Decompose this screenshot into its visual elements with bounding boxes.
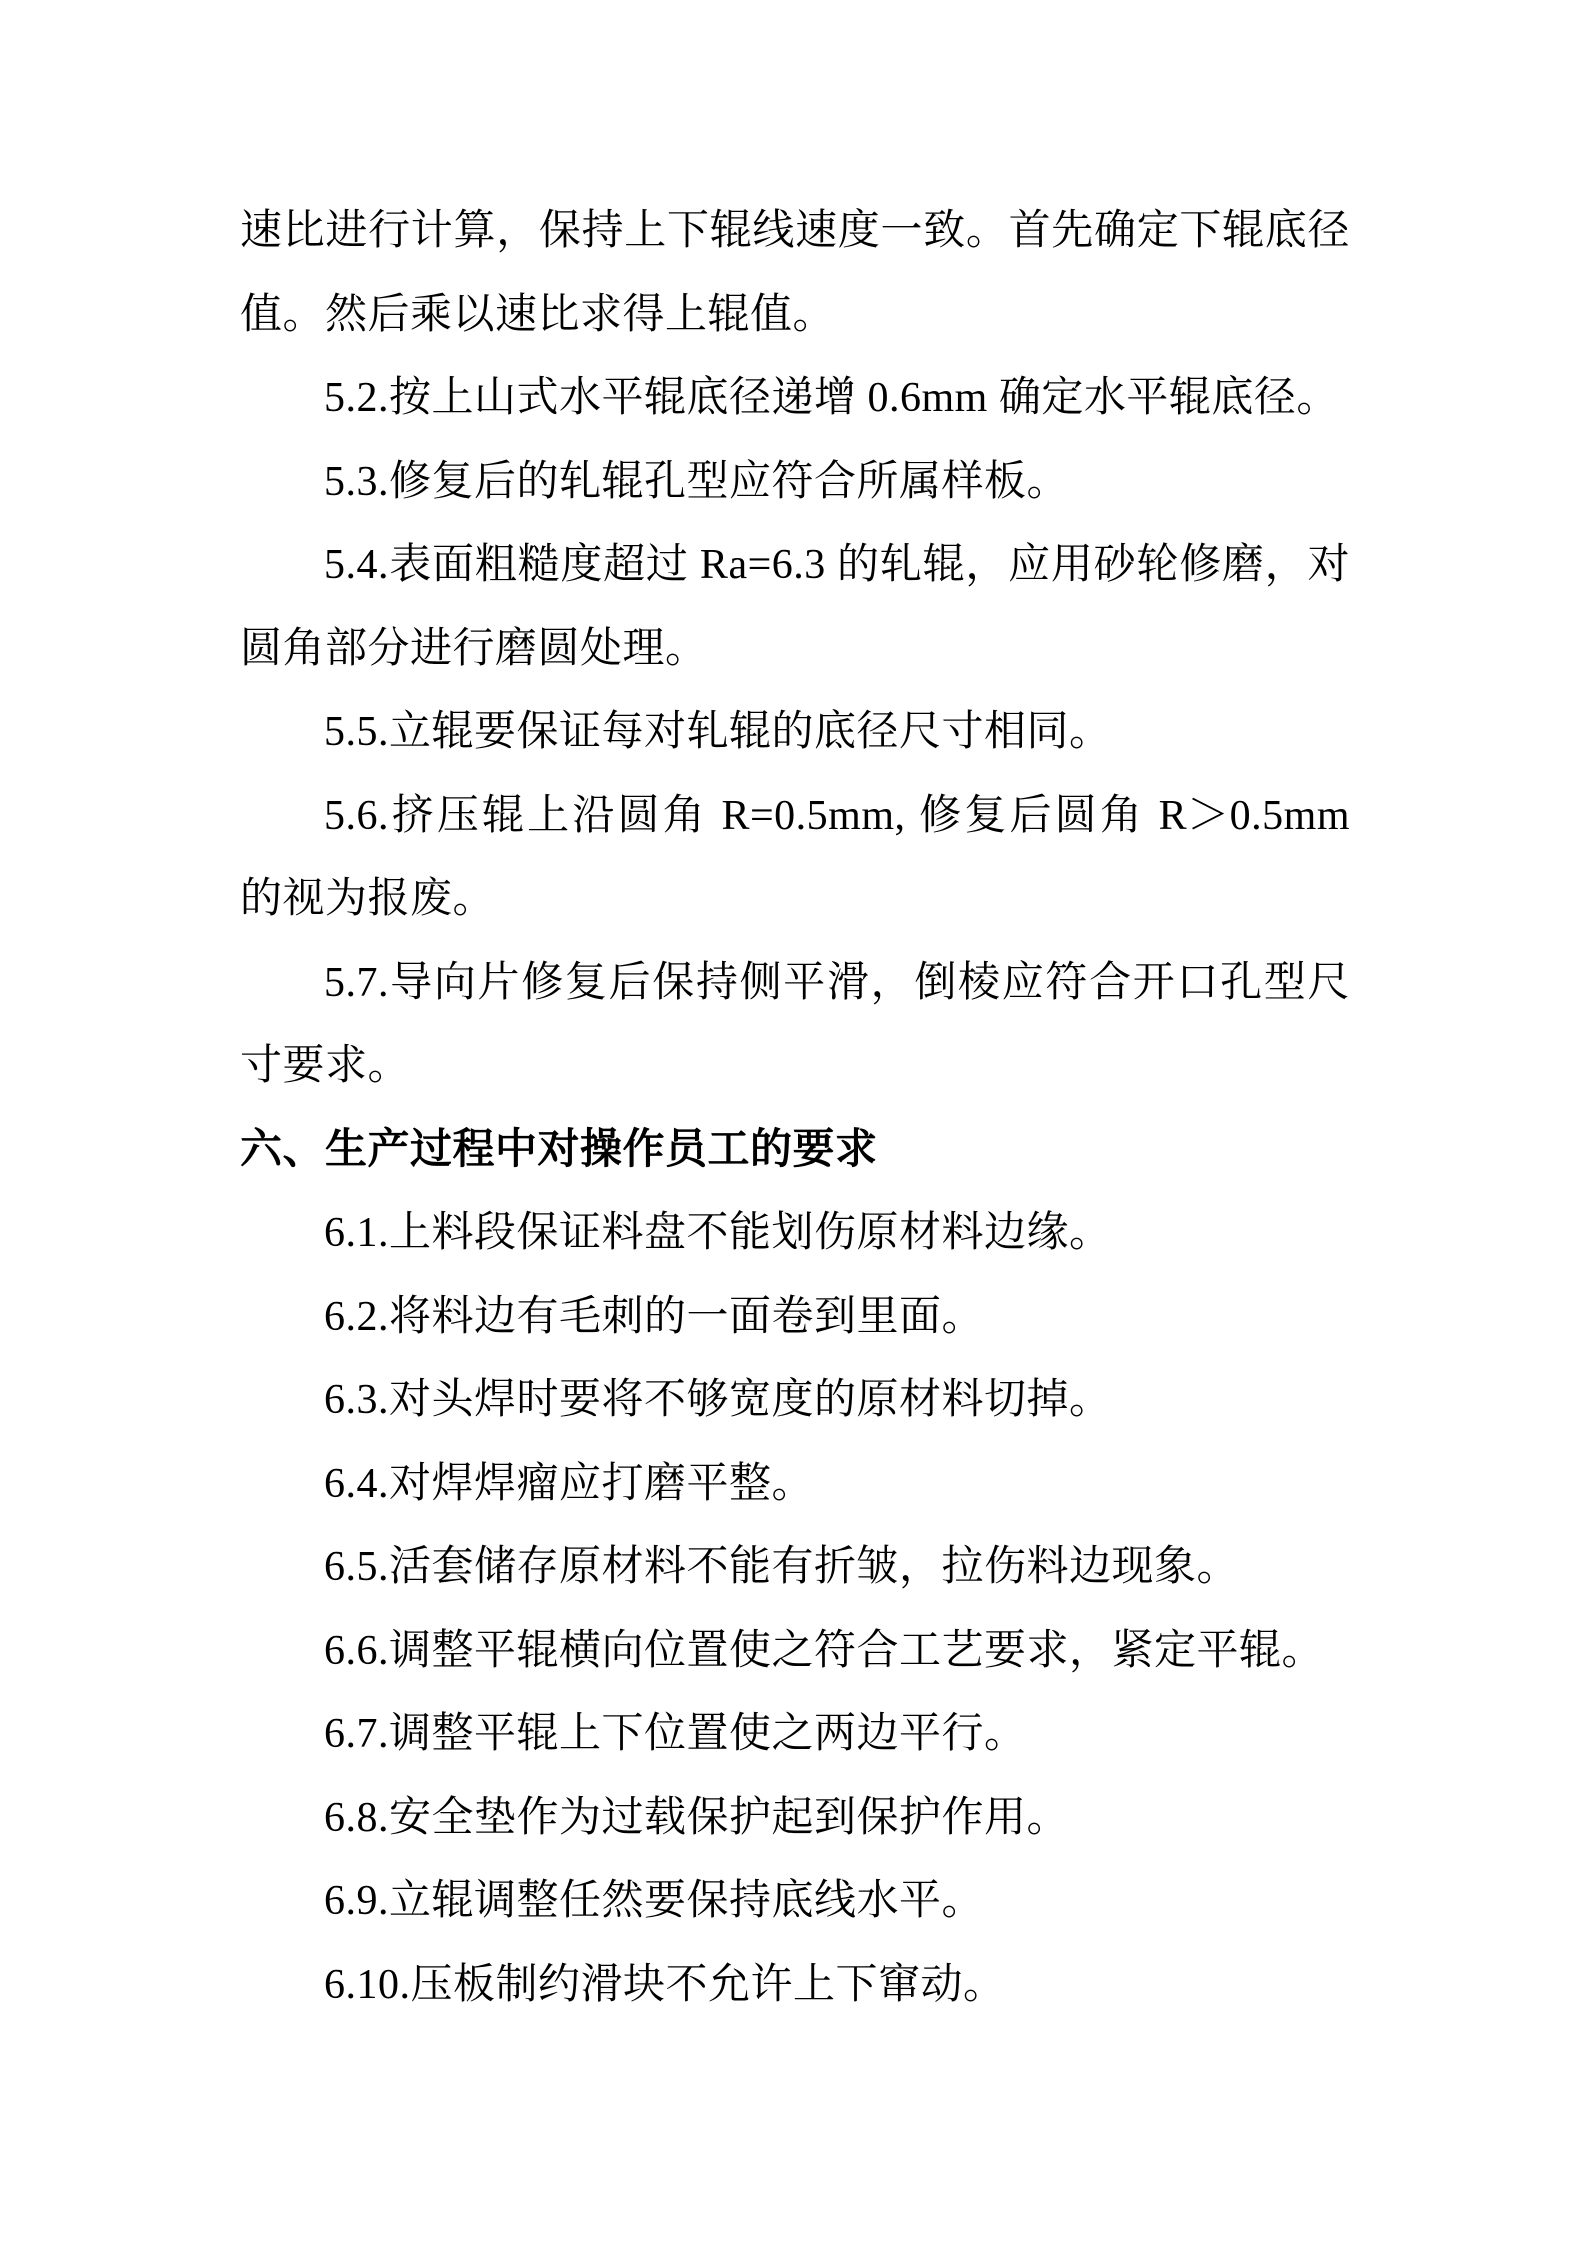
paragraph: 5.2.按上山式水平辊底径递增 0.6mm 确定水平辊底径。 [324,375,1339,421]
paragraph: 6.1.上料段保证料盘不能划伤原材料边缘。 [324,1210,1112,1256]
paragraph: 6.2.将料边有毛刺的一面卷到里面。 [324,1293,985,1340]
paragraph: 5.5.立辊要保证每对轧辊的底径尺寸相同。 [324,709,1112,755]
paragraph: 6.4.对焊焊瘤应打磨平整。 [324,1460,815,1507]
paragraph: 5.7.导向片修复后保持侧平滑，倒棱应符合开口孔型尺寸要求。 [240,959,1350,1089]
paragraph: 6.8.安全垫作为过载保护起到保护作用。 [324,1794,1070,1841]
section-heading: 六、生产过程中对操作员工的要求 [240,1126,878,1173]
paragraph: 5.6.挤压辊上沿圆角 R=0.5mm, 修复后圆角 R＞0.5mm 的视为报废。 [240,792,1350,922]
paragraph: 6.5.活套储存原材料不能有折皱，拉伤料边现象。 [324,1544,1240,1590]
paragraph: 速比进行计算，保持上下辊线速度一致。首先确定下辊底径值。然后乘以速比求得上辊值。 [240,208,1350,338]
paragraph: 6.10.压板制约滑块不允许上下窜动。 [324,1961,1006,2008]
paragraph: 6.3.对头焊时要将不够宽度的原材料切掉。 [324,1377,1112,1423]
paragraph: 6.9.立辊调整任然要保持底线水平。 [324,1878,985,1924]
paragraph: 5.4.表面粗糙度超过 Ra=6.3 的轧辊，应用砂轮修磨，对圆角部分进行磨圆处理。 [240,542,1350,672]
paragraph: 6.6.调整平辊横向位置使之符合工艺要求，紧定平辊。 [324,1627,1325,1674]
paragraph: 5.3.修复后的轧辊孔型应符合所属样板。 [324,458,1070,505]
paragraph: 6.7.调整平辊上下位置使之两边平行。 [324,1711,1027,1757]
document-body [240,190,1350,2027]
